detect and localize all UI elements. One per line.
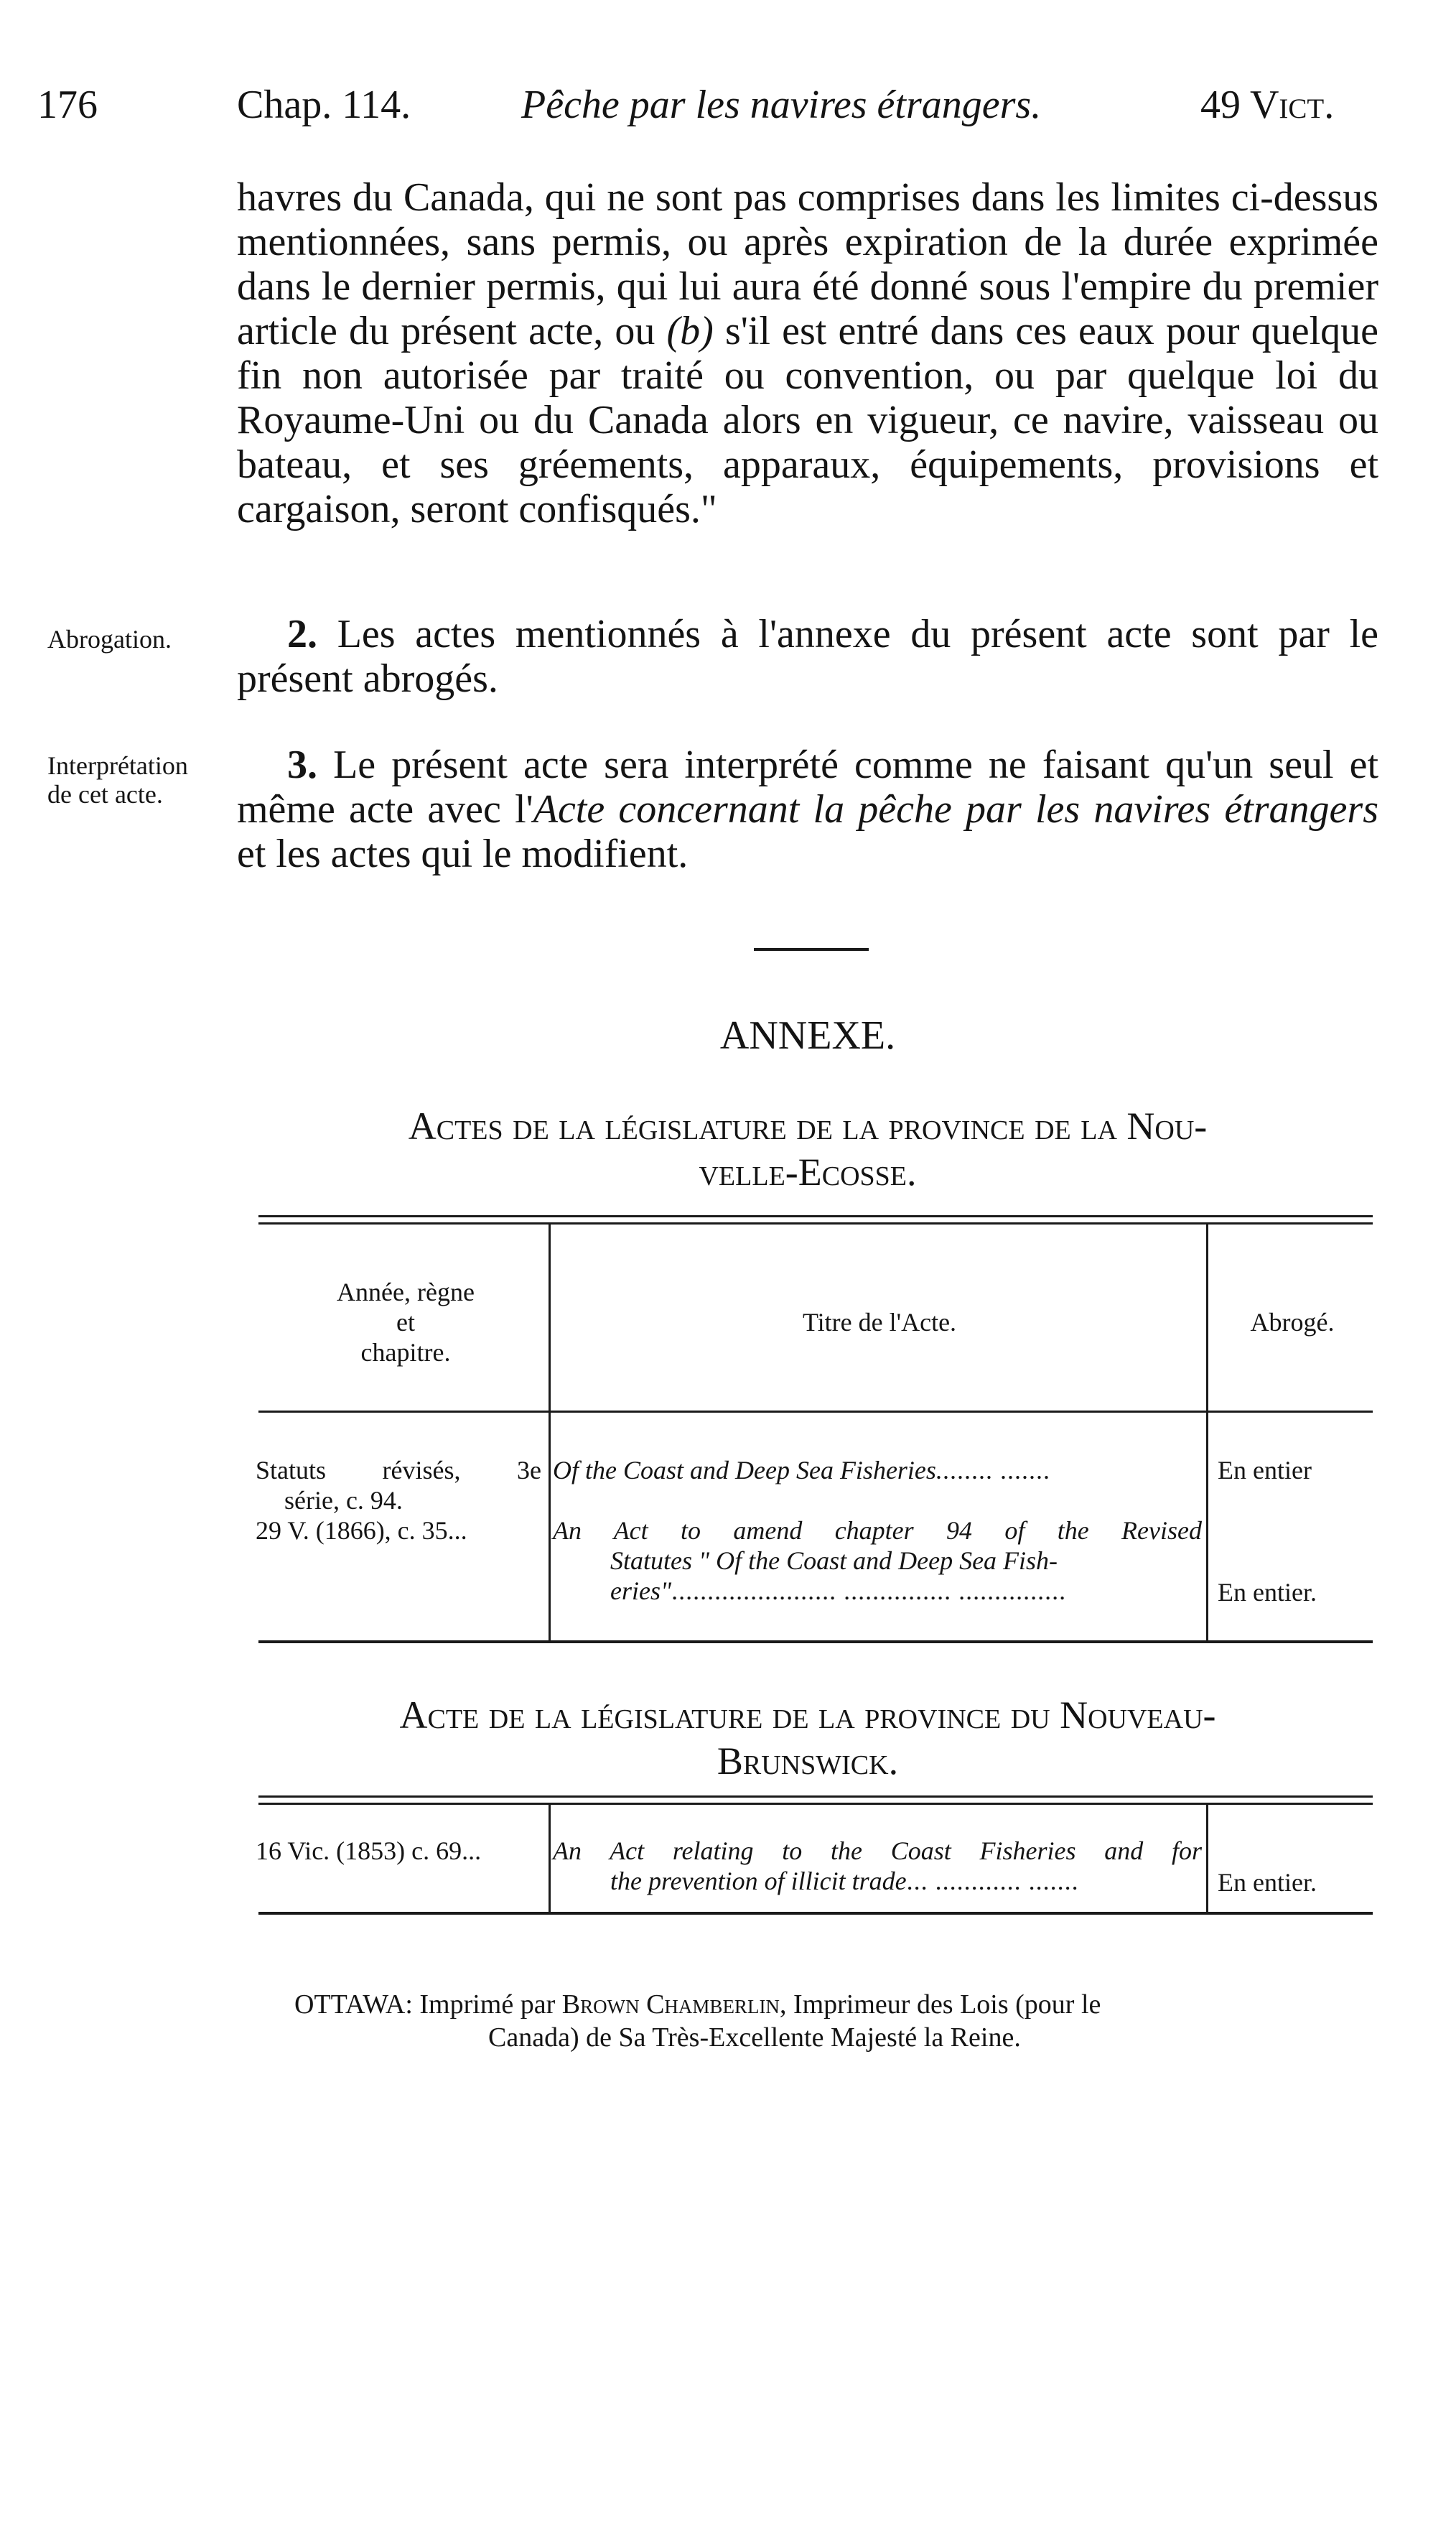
margin-note-interpretation-line2: de cet acte. (47, 780, 163, 809)
section-2-number: 2. (287, 612, 317, 656)
ns-row-1-title (553, 1455, 1199, 1485)
imprint-suffix: , Imprimeur des Lois (pour le (779, 1989, 1101, 2020)
column-header-year-line3: chapitre. (360, 1338, 451, 1367)
nb-row-1-title-line2: the prevention of illicit trade (610, 1867, 907, 1895)
ns-table-header-rule (258, 1411, 1373, 1413)
new-brunswick-heading-line1: Acte de la législature de la province du Nouveau- (399, 1693, 1216, 1737)
clause-b-label: (b) (666, 309, 714, 353)
running-title: Pêche par les navires étrangers. (521, 83, 1042, 127)
nb-row-1-leader: ... ............ ....... (906, 1867, 1079, 1895)
ns-row-1-year-line1: Statuts révisés, 3e (256, 1456, 541, 1484)
nb-table-col-divider-2 (1206, 1804, 1208, 1912)
ns-table-col-divider-2 (1206, 1224, 1208, 1640)
column-header-year-line2: et (396, 1308, 415, 1337)
regnal-year: 49 Vict. (1200, 83, 1335, 127)
new-brunswick-heading (237, 1692, 1378, 1784)
continuation-paragraph (237, 175, 1378, 531)
page-number: 176 (37, 83, 98, 127)
column-header-year (273, 1277, 538, 1367)
ns-row-1-year (256, 1455, 541, 1515)
nova-scotia-heading-line1: Actes de la législature de la province de la Nou- (408, 1105, 1208, 1148)
section-3-number: 3. (287, 743, 317, 787)
section-3-text-after: et les actes qui le modifient. (237, 832, 689, 876)
nb-table-col-divider-1 (549, 1804, 551, 1912)
section-3-text-before: Le présent acte sera interprété comme ne faisant qu'un seul et même acte avec l' (237, 743, 1378, 832)
nb-table-bottom-rule (258, 1912, 1373, 1915)
ns-row-2-title-line2: Statutes " Of the Coast and Deep Sea Fish- (610, 1546, 1058, 1575)
imprint-printer: Brown Chamberlin (561, 1989, 780, 2020)
section-2-text: Les actes mentionnés à l'annexe du présent acte sont par le présent abrogés. (237, 612, 1378, 701)
ns-table-top-rule (258, 1215, 1373, 1217)
act-title-reference: Acte concernant la pêche par les navires étrangers (533, 787, 1378, 832)
ns-row-2-repealed: En entier. (1218, 1578, 1317, 1607)
nb-row-1-title (553, 1836, 1202, 1896)
nova-scotia-heading (237, 1103, 1378, 1195)
ns-row-1-year-line2: série, c. 94. (284, 1486, 403, 1515)
ns-row-2-title (553, 1515, 1202, 1606)
continuation-text-after: s'il est entré dans ces eaux pour quelque fin non autorisée par traité ou convention, ou par quelque loi du Royaume-Uni ou du Canada alors en vigueur, ce navire, vaisseau ou bateau, et ses gréements, apparaux, équipements, provisions et cargaison, seront confisqués." (237, 309, 1379, 531)
nova-scotia-heading-line2: velle-Ecosse. (699, 1151, 917, 1194)
continuation-text-before: havres du Canada, qui ne sont pas comprises dans les limites ci-dessus mentionnées, sans permis, ou après expiration de la durée exprimée dans le dernier permis, qui lui aura été donné sous l'empire du premier article du présent acte, ou (237, 175, 1378, 353)
margin-note-interpretation-line1: Interprétation (47, 751, 188, 780)
section-2 (237, 612, 1378, 701)
margin-note-abrogation: Abrogation. (47, 625, 172, 654)
nb-row-1-title-line1: An Act relating to the Coast Fisheries and for (553, 1836, 1202, 1865)
column-header-repealed: Abrogé. (1250, 1308, 1335, 1337)
imprint-line2: Canada) de Sa Très-Excellente Majesté la Reine. (488, 2022, 1021, 2053)
section-3 (237, 743, 1378, 876)
ns-row-2-year: 29 V. (1866), c. 35... (256, 1516, 467, 1545)
ns-table-bottom-rule (258, 1640, 1373, 1643)
ns-row-2-leader: ....................... ............... ............... (671, 1576, 1067, 1605)
imprint (237, 1988, 1378, 2054)
ns-row-1-title-text: Of the Coast and Deep Sea Fisheries (553, 1456, 936, 1484)
ns-row-2-title-line1: An Act to amend chapter 94 of the Revised (553, 1516, 1202, 1545)
chapter-label: Chap. 114. (237, 83, 411, 127)
section-divider (754, 948, 869, 951)
new-brunswick-heading-line2: Brunswick. (717, 1739, 899, 1783)
nb-row-1-year: 16 Vic. (1853) c. 69... (256, 1836, 482, 1865)
margin-note-interpretation (47, 751, 188, 809)
column-header-title: Titre de l'Acte. (802, 1308, 957, 1337)
annex-title: ANNEXE. (719, 1013, 896, 1058)
column-header-year-line1: Année, règne (337, 1278, 475, 1306)
ns-row-1-repealed: En entier (1218, 1456, 1312, 1484)
ns-row-1-leader: ........ ....... (935, 1456, 1051, 1484)
ns-table-col-divider-1 (549, 1224, 551, 1640)
nb-table-top-rule (258, 1795, 1373, 1798)
nb-row-1-repealed: En entier. (1218, 1868, 1317, 1897)
ns-row-2-title-line3: eries" (610, 1576, 672, 1605)
imprint-prefix: OTTAWA: Imprimé par (294, 1989, 562, 2020)
